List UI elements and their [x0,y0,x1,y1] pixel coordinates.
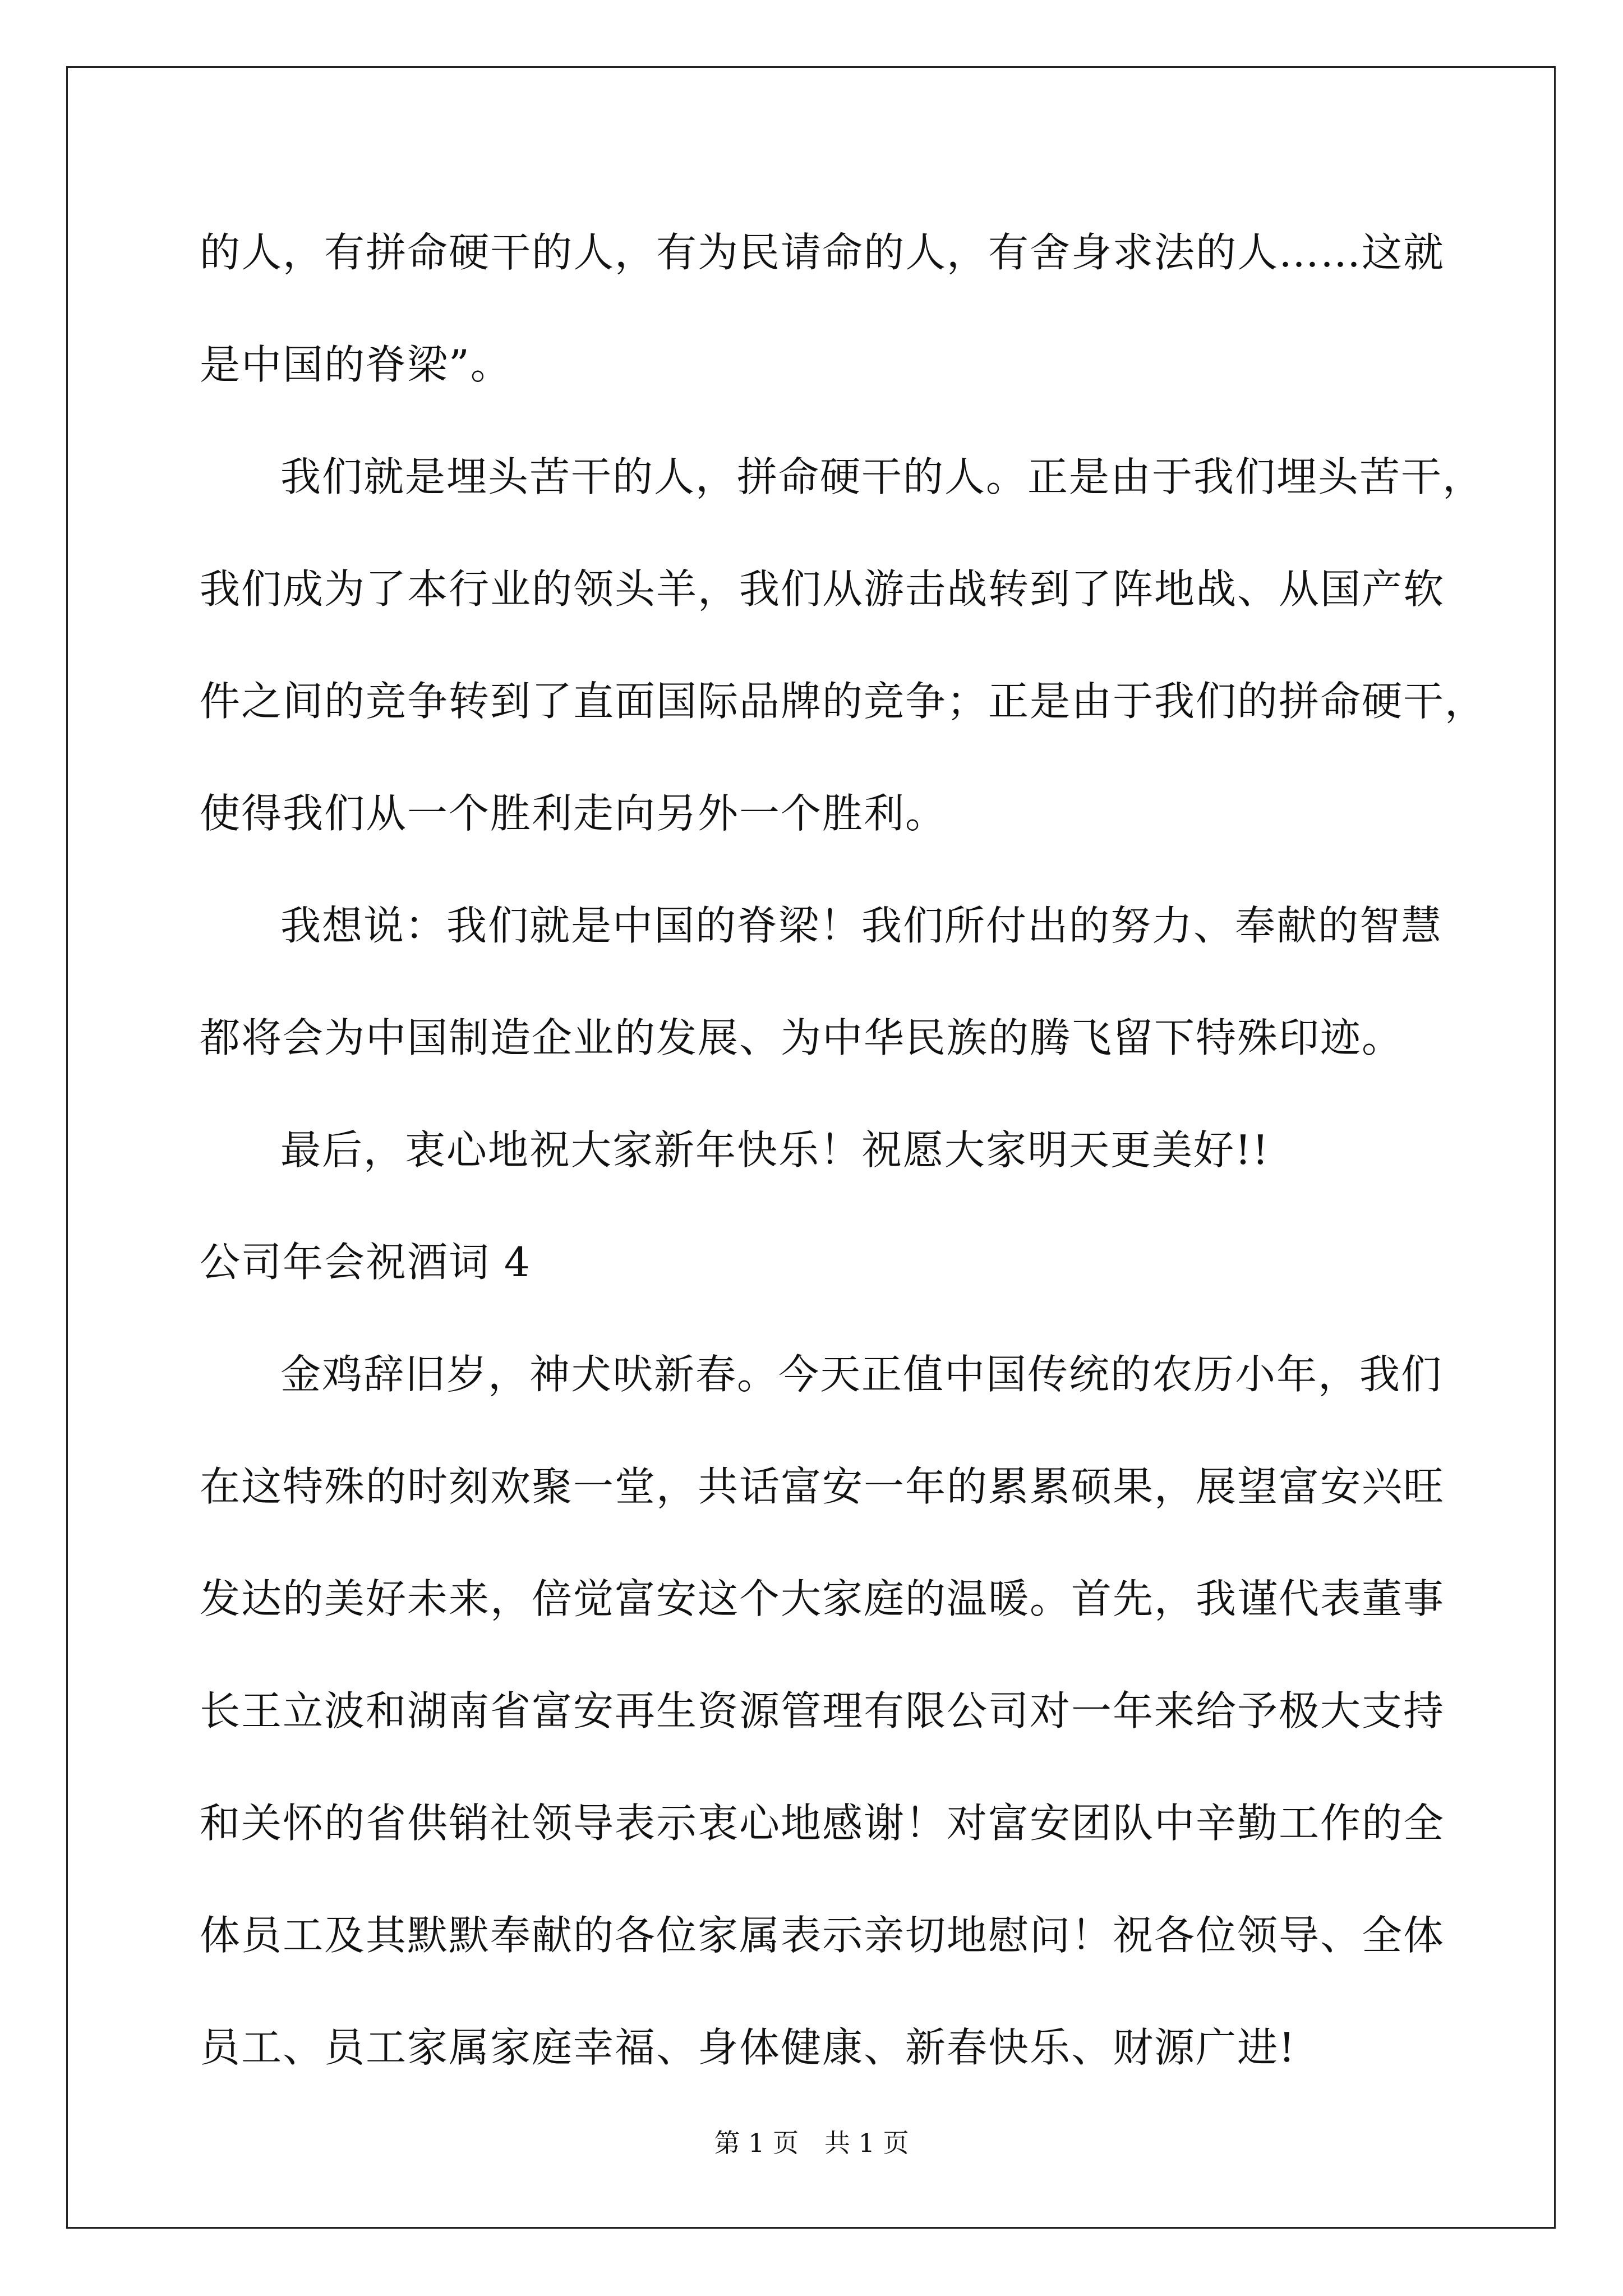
text-line: 都将会为中国制造企业的发展、为中华民族的腾飞留下特殊印迹。 [200,1014,1404,1061]
text-line: 体员工及其默默奉献的各位家属表示亲切地慰问！祝各位领导、全体 [200,1912,1445,1959]
text-line: 长王立波和湖南省富安再生资源管理有限公司对一年来给予极大支持 [200,1687,1445,1734]
text-line: 我们就是埋头苦干的人，拼命硬干的人。正是由于我们埋头苦干， [280,453,1484,500]
section-heading: 公司年会祝酒词 4 [200,1239,531,1286]
text-line: 的人，有拼命硬干的人，有为民请命的人，有舍身求法的人……这就 [200,229,1445,276]
document-body [200,196,1487,2104]
text-line: 是中国的脊梁”。 [200,341,512,388]
text-line: 我想说：我们就是中国的脊梁！我们所付出的努力、奉献的智慧 [280,902,1443,949]
text-line: 最后，衷心地祝大家新年快乐！祝愿大家明天更美好!! [280,1126,1270,1174]
text-line: 在这特殊的时刻欢聚一堂，共话富安一年的累累硕果，展望富安兴旺 [200,1463,1445,1510]
text-line: 金鸡辞旧岁，神犬吠新春。今天正值中国传统的农历小年，我们 [280,1351,1443,1398]
text-line: 件之间的竞争转到了直面国际品牌的竞争；正是由于我们的拼命硬干， [200,678,1487,725]
page-footer: 第 1 页 共 1 页 [714,2128,909,2158]
text-line: 员工、员工家属家庭幸福、身体健康、新春快乐、财源广进! [200,2024,1296,2071]
text-line: 我们成为了本行业的领头羊，我们从游击战转到了阵地战、从国产软 [200,565,1445,613]
text-line: 和关怀的省供销社领导表示衷心地感谢！对富安团队中辛勤工作的全 [200,1800,1445,1847]
text-line: 使得我们从一个胜利走向另外一个胜利。 [200,790,947,837]
text-line: 发达的美好未来，倍觉富安这个大家庭的温暖。首先，我谨代表董事 [200,1575,1445,1622]
